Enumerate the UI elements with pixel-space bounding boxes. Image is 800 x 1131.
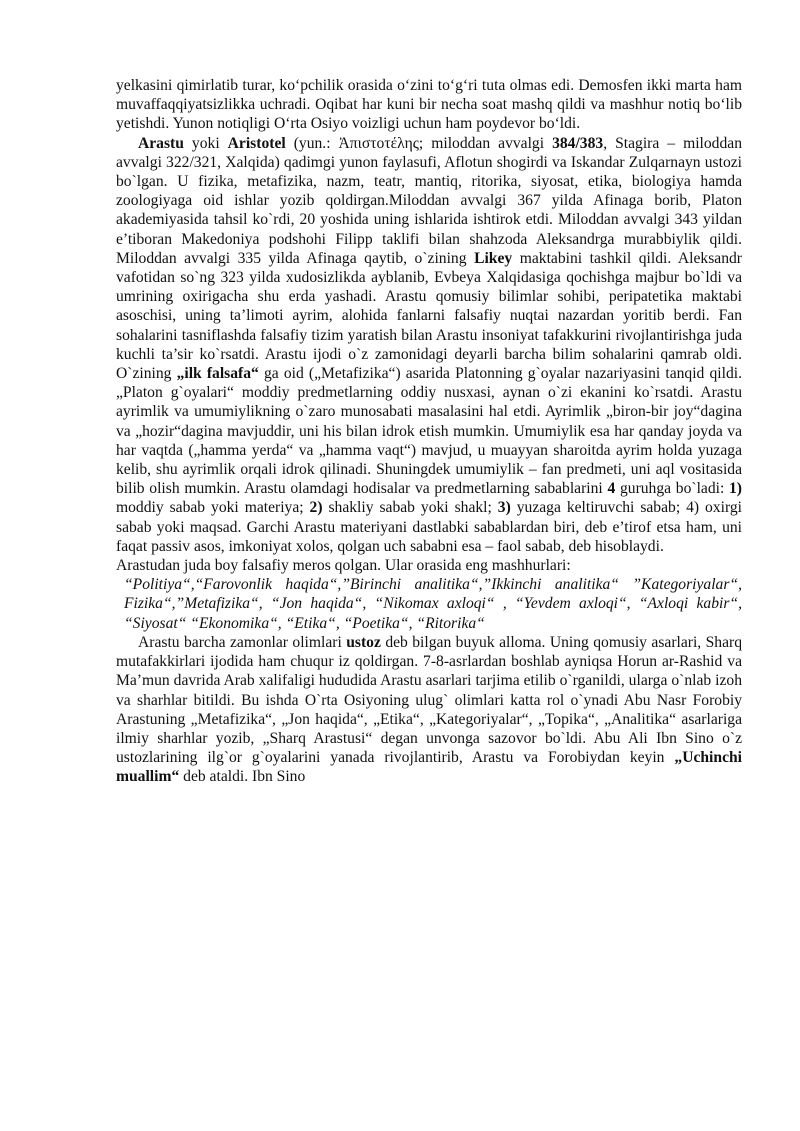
term-likey: Likey [474, 249, 513, 267]
cause-2-marker: 2) [309, 499, 323, 517]
cause-3-marker: 3) [497, 499, 511, 517]
term-ustoz: ustoz [346, 633, 381, 651]
paragraph-arastu-biography: Arastu yoki Aristotel (yun.: Ἀπιστοτέλης; miloddan avvalgi 384/383, Stagira – miloddan avvalgi 322/321, Xalqida) qadimgi yunon faylasufi, Aflotun shogirdi va Iskandar Zulqarnayn ustozi bo`lgan. U fizika, metafizika, nazm, teatr, mantiq, ritorika, siyosat, etika, biologiya hamda zoologiyaga oid ishlar yozib qoldirgan.Miloddan avvalgi 367 yilda Afinaga borib, Platon akademiyasida tahsil ko`rdi, 20 yoshida uning ishlarida ishtirok etdi. Miloddan avvalgi 343 yildan e’tiboran Makedoniya podshohi Filipp taklifi bilan shahzoda Aleksandrga murabbiylik qildi. Miloddan avvalgi 335 yilda Afinaga qaytib, o`zining Likey maktabini tashkil qildi. Aleksandr vafotidan so`ng 323 yilda xudosizlikda ayblanib, Evbeya Xalqidasiga qochishga majbur bo`ldi va umrining oxirigacha shu erda yashadi. Arastu qomusiy bilimlar sohibi, peripatetika maktabi asoschisi, uning ta’limoti ayrim, alohida fanlarni falsafiy nuqtai nazardan yoritib berdi. Fan sohalarini tasniflashda falsafiy tizim yaratish bilan Arastu insoniyat tafakkurini rivojlantirishga juda kuchli ta’sir ko`rsatdi. Arastu ijodi o`z zamonidagi deyarli barcha bilim sohalarini qamrab oldi. O`zining „ilk falsafa“ ga oid („Metafizika“) asarida Platonning g`oyalar nazariyasini tanqid qildi. „Platon g`oyalari“ moddiy predmetlarning oddiy nusxasi, aynan o`zi ekanini ko`rsatdi. Arastu ayrimlik va umumiylikning o`zaro munosabati masalasini hal etdi. Ayrimlik „biron-bir joy“dagina va „hozir“dagina mavjuddir, uni his bilan idrok etish mumkin. Umumiylik esa har qanday joyda va har vaqtda („hamma yerda“ va „hamma vaqt“) mavjud, u muayyan sharoitda ayrim holda yuzaga kelib, shu ayrimlik orqali idrok qilinadi. Shuningdek umumiylik – fan predmeti, uni aql vositasida bilib olish mumkin. Arastu olamdagi hodisalar va predmetlarning sabablarini 4 guruhga bo`ladi: 1) moddiy sabab yoki materiya; 2) shakliy sabab yoki shakl; 3) yuzaga keltiruvchi sabab; 4) oxirgi sabab yoki maqsad. Garchi Arastu materiyani dastlabki sabablardan biri, deb e’tirof etsa ham, uni faqat passiv asos, imkoniyat xolos, qolgan uch sababni esa – faol sabab, deb hisoblaydi. [116, 134, 742, 555]
document-page [116, 76, 742, 787]
paragraph-legacy-intro: Arastudan juda boy falsafiy meros qolgan. Ular orasida eng mashhurlari: [116, 557, 571, 575]
cause-1-marker: 1) [729, 480, 742, 498]
works-list: “Politiya“,“Farovonlik haqida“,”Birinchi analitika“,”Ikkinchi analitika“ ”Kategoriyalar“, Fizika“,”Metafizika“, “Jon haqida“, “Nikomax axloqi“ , “Yevdem axloqi“, “Axloqi kabir“, “Siyosat“ “Ekonomika“, “Etika“, “Poetika“, “Ritorika“ [124, 576, 742, 632]
term-uchinchi-muallim: „Uchinchi muallim“ [116, 749, 742, 786]
birth-year: 384/383 [552, 134, 604, 152]
cause-count: 4 [607, 480, 616, 498]
paragraph-demosthenes: yelkasini qimirlatib turar, ko‘pchilik orasida o‘zini to‘g‘ri tuta olmas edi. Demosfen ikki marta ham muvaffaqqiyatsizlikka uchradi. Oqibat har kuni bir necha soat mashq qildi va mashhur notiq bo‘lib yetishdi. Yunon notiqligi O‘rta Osiyo voizligi uchun ham poydevor bo‘ldi. [116, 77, 742, 133]
term-aristotel: Aristotel [227, 134, 286, 152]
term-ilk-falsafa: „ilk falsafa“ [176, 365, 259, 383]
paragraph-eastern-influence: Arastu barcha zamonlar olimlari ustoz deb bilgan buyuk alloma. Uning qomusiy asarlari, Sharq mutafakkirlari ijodida ham chuqur iz qoldirgan. 7-8-asrlardan boshlab ayniqsa Horun ar-Rashid va Ma’mun davrida Arab xalifaligi hududida Arastu asarlari tarjima etilib o`rganildi, ularga o`nlab izoh va sharhlar bitildi. Bu ishda O`rta Osiyoning ulug` olimlari katta rol o`ynadi Abu Nasr Forobiy Arastuning „Metafizika“, „Jon haqida“, „Etika“, „Kategoriyalar“, „Topika“, „Analitika“ asarlariga ilmiy sharhlar yozib, „Sharq Arastusi“ degan unvonga sazovor bo`ldi. Abu Ali Ibn Sino o`z ustozlarining ilg`or g`oyalarini yanada rivojlantirib, Arastu va Forobiydan keyin „Uchinchi muallim“ deb ataldi. Ibn Sino [116, 633, 742, 786]
term-arastu: Arastu [138, 134, 184, 152]
